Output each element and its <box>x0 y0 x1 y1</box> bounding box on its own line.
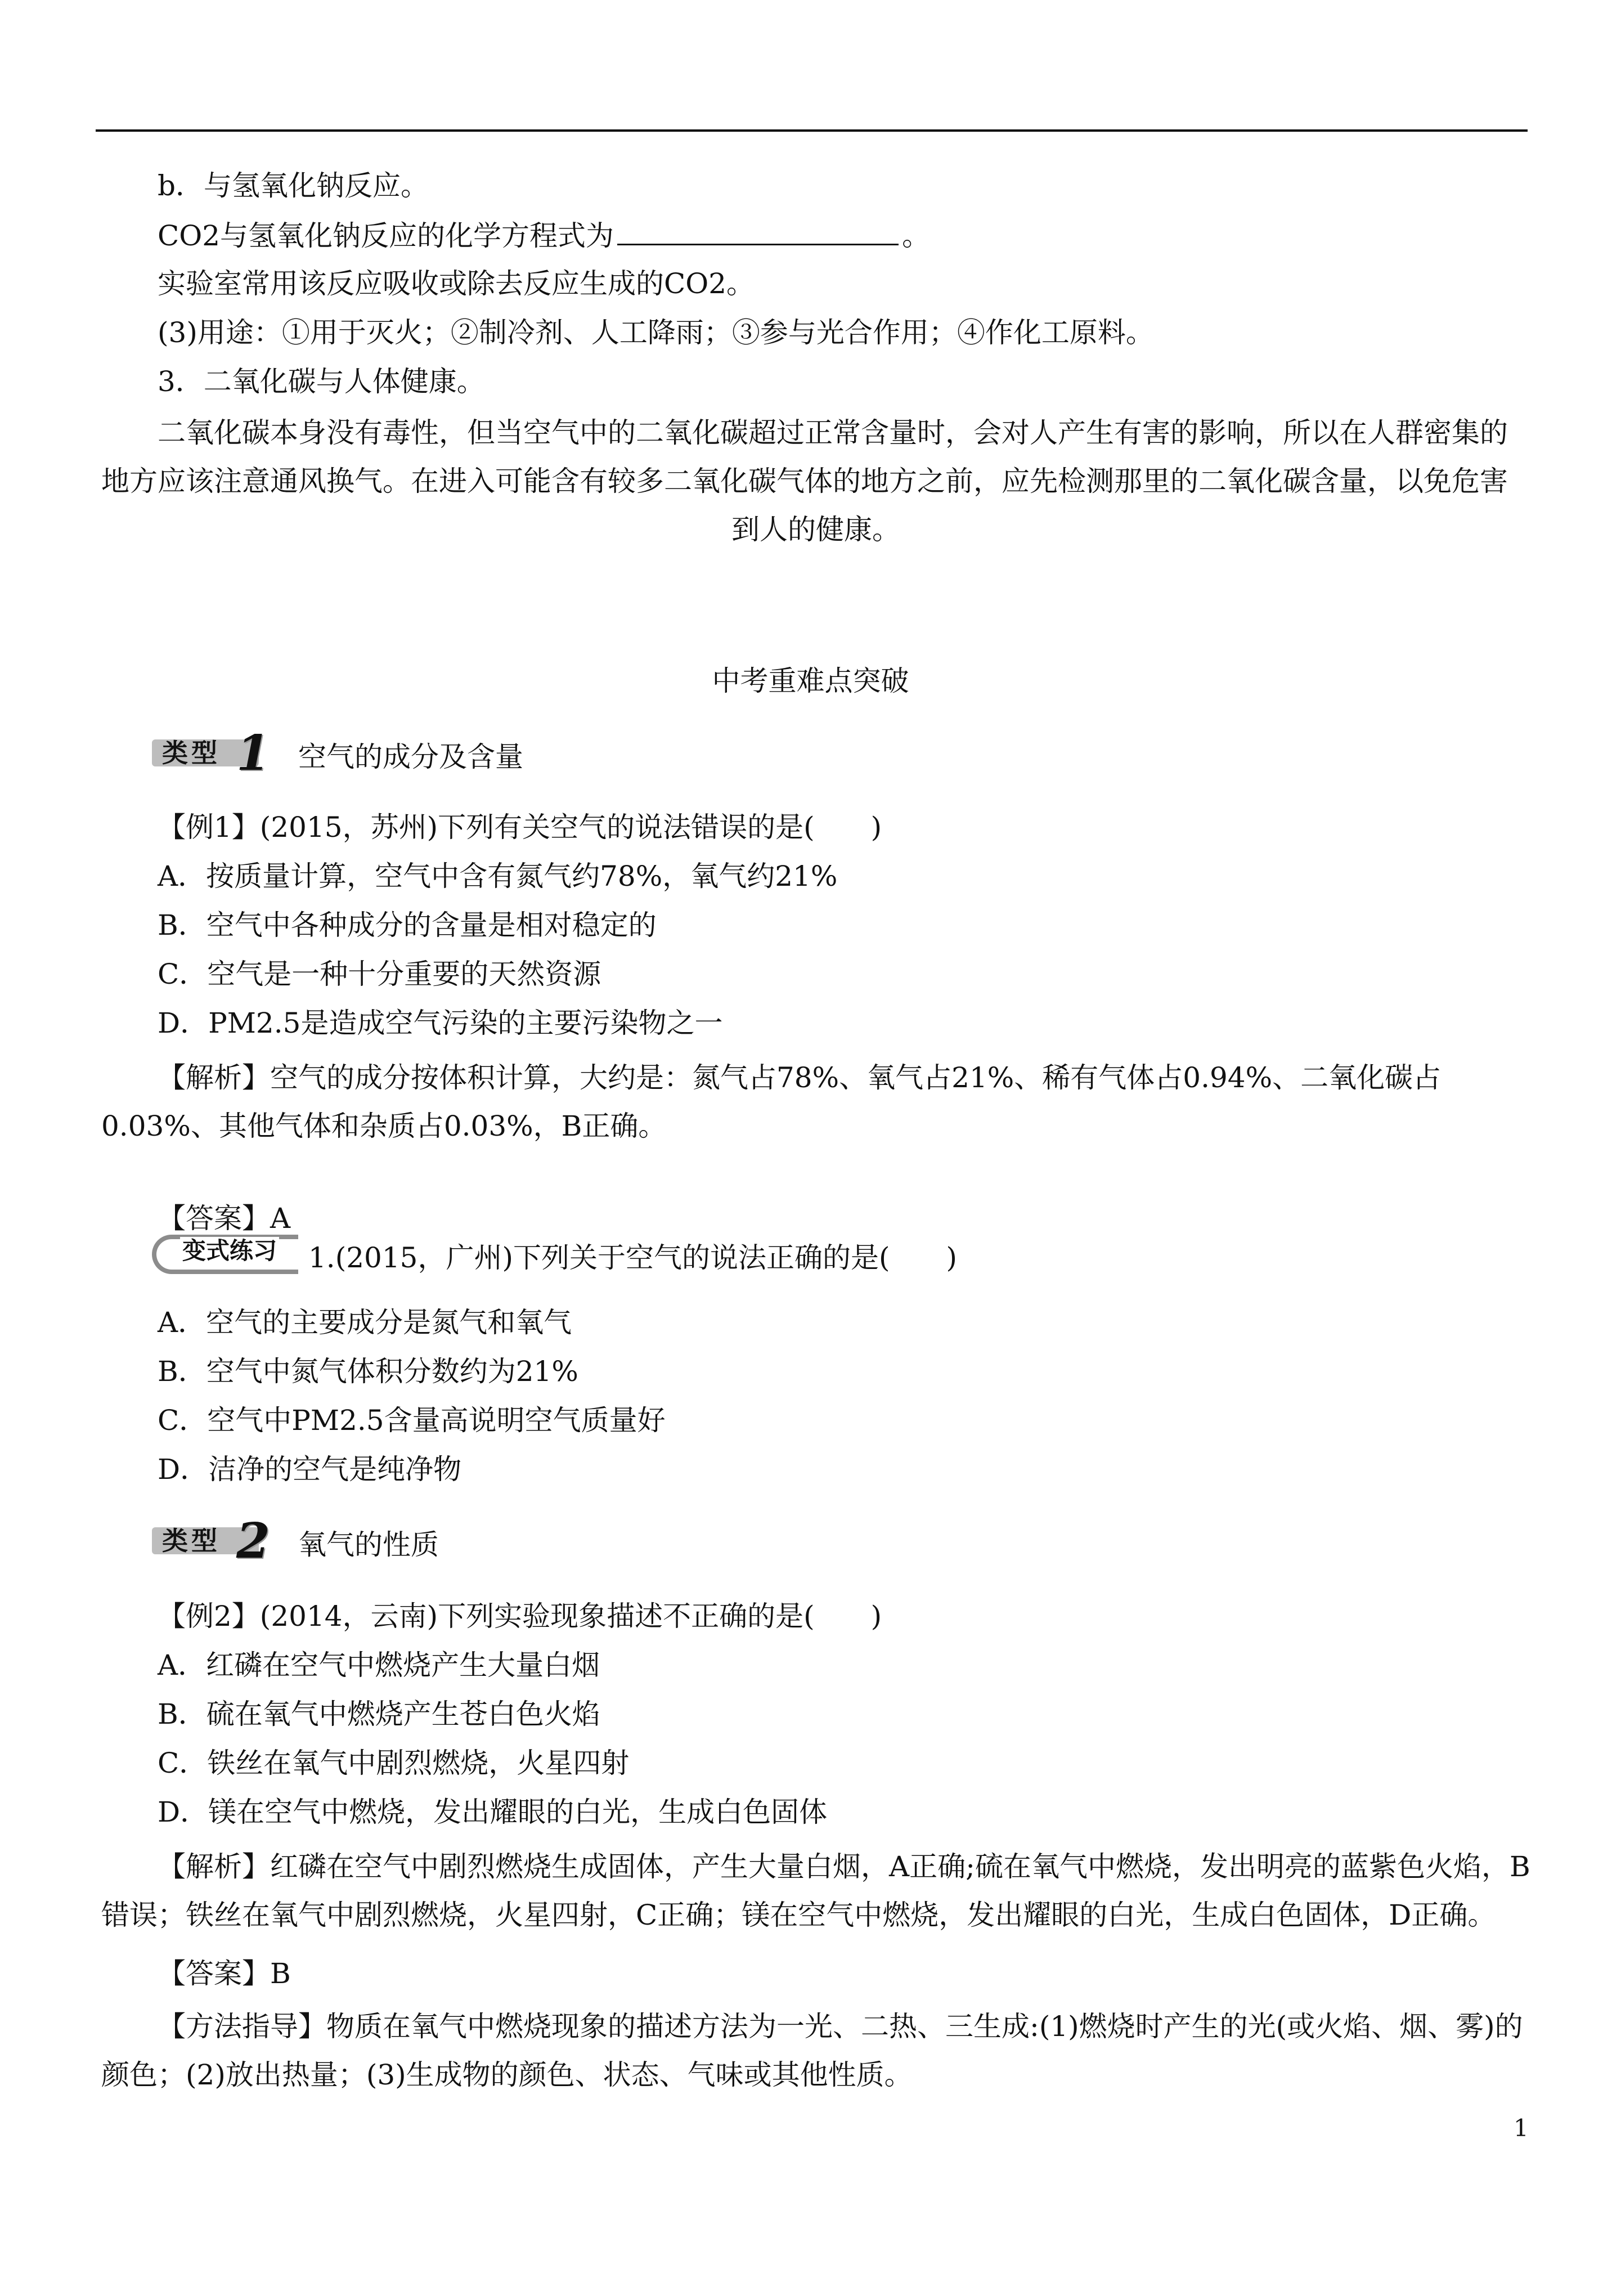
equation-prompt-text: CO2与氢氧化钠反应的化学方程式为 <box>158 219 614 252</box>
example-2-option-c: C．铁丝在氧气中剧烈燃烧，火星四射 <box>158 1747 630 1779</box>
type-2-title: 氧气的性质 <box>298 1528 439 1561</box>
example-2-question: 【例2】(2014，云南)下列实验现象描述不正确的是( ) <box>158 1600 882 1633</box>
type-2-badge-number: 2 <box>236 1513 270 1569</box>
example-2-answer: 【答案】B <box>158 1957 291 1990</box>
type-1-badge-label: 类型 <box>162 738 221 768</box>
equation-prompt <box>0 218 1621 253</box>
variant-1-option-c: C．空气中PM2.5含量高说明空气质量好 <box>158 1404 666 1437</box>
variant-1-question: 1.(2015，广州)下列关于空气的说法正确的是( ) <box>308 1241 957 1274</box>
type-1-badge-number: 1 <box>236 725 270 782</box>
b-item: b．与氢氧化钠反应。 <box>158 169 429 202</box>
heading-co2-health: 3．二氧化碳与人体健康。 <box>158 365 485 398</box>
health-paragraph-tail: 到人的健康。 <box>731 513 900 546</box>
example-1-option-c: C．空气是一种十分重要的天然资源 <box>158 958 601 990</box>
variant-practice-label: 变式练习 <box>180 1237 279 1265</box>
example-1-analysis: 【解析】空气的成分按体积计算，大约是：氮气占78%、氧气占21%、稀有气体占0.94%、二氧化碳占0.03%、其他气体和杂质占0.03%，B正确。 <box>101 1061 1442 1142</box>
type-2-badge-label: 类型 <box>162 1526 221 1556</box>
lab-use-text: 实验室常用该反应吸收或除去反应生成的CO2。 <box>158 267 755 300</box>
health-paragraph <box>101 409 1530 554</box>
variant-practice-badge <box>152 1232 309 1277</box>
header-rule <box>96 129 1528 132</box>
variant-1-option-d: D．洁净的空气是纯净物 <box>158 1453 462 1486</box>
example-1-option-a: A．按质量计算，空气中含有氮气约78%，氧气约21% <box>158 860 838 893</box>
type-2-badge <box>152 1513 270 1569</box>
method-guidance: 【方法指导】物质在氧气中燃烧现象的描述方法为一光、二热、三生成:(1)燃烧时产生的光(或火焰、烟、雾)的颜色；(2)放出热量；(3)生成物的颜色、状态、气味或其他性质。 <box>101 2010 1523 2091</box>
variant-1-option-b: B．空气中氮气体积分数约为21% <box>158 1355 578 1388</box>
example-1-option-d: D．PM2.5是造成空气污染的主要污染物之一 <box>158 1007 723 1039</box>
uses-text: (3)用途：①用于灭火；②制冷剂、人工降雨；③参与光合作用；④作化工原料。 <box>158 316 1154 349</box>
equation-prompt-end: 。 <box>902 219 931 252</box>
example-2-option-a: A．红磷在空气中燃烧产生大量白烟 <box>158 1649 600 1681</box>
type-1-title: 空气的成分及含量 <box>298 741 523 773</box>
example-1-question: 【例1】(2015，苏州)下列有关空气的说法错误的是( ) <box>158 811 882 844</box>
page-number: 1 <box>1514 2114 1529 2142</box>
section-title: 中考重难点突破 <box>712 665 909 697</box>
answer-blank[interactable] <box>617 218 899 245</box>
type-1-badge <box>152 725 270 782</box>
example-1-answer: 【答案】A <box>158 1202 291 1235</box>
example-1-option-b: B．空气中各种成分的含量是相对稳定的 <box>158 909 657 941</box>
variant-1-option-a: A．空气的主要成分是氮气和氧气 <box>158 1306 572 1339</box>
example-2-option-b: B．硫在氧气中燃烧产生苍白色火焰 <box>158 1698 600 1730</box>
example-2-analysis: 【解析】红磷在空气中剧烈燃烧生成固体，产生大量白烟，A正确;硫在氧气中燃烧，发出明亮的蓝紫色火焰，B错误；铁丝在氧气中剧烈燃烧，火星四射，C正确；镁在空气中燃烧，发出耀眼的白光，生成白色固体，D正确。 <box>101 1850 1530 1931</box>
health-paragraph-main: 二氧化碳本身没有毒性，但当空气中的二氧化碳超过正常含量时，会对人产生有害的影响，所以在人群密集的地方应该注意通风换气。在进入可能含有较多二氧化碳气体的地方之前，应先检测那里的二氧化碳含量，以免危害 <box>101 416 1508 497</box>
example-2-option-d: D．镁在空气中燃烧，发出耀眼的白光，生成白色固体 <box>158 1796 828 1828</box>
